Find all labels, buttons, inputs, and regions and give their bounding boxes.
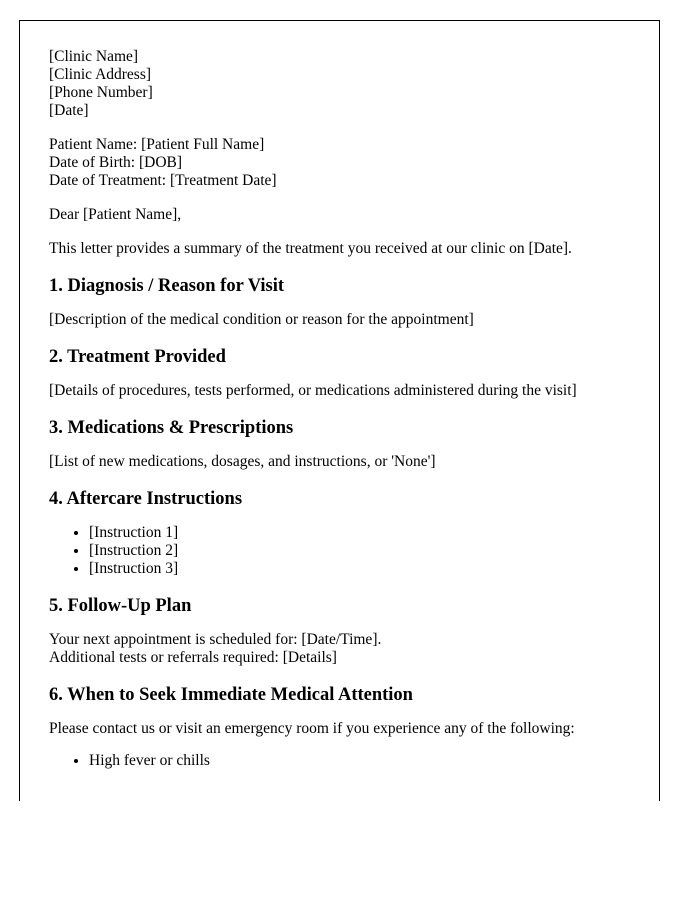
clinic-name: [Clinic Name]	[49, 48, 139, 65]
salutation-text: Dear [Patient Name],	[49, 206, 182, 223]
follow-up-referrals: Additional tests or referrals required: [Details]	[49, 649, 337, 666]
section-body-emergency	[49, 720, 649, 738]
list-item: • [Instruction 1]	[89, 524, 649, 542]
section-heading-follow-up: 5. Follow-Up Plan	[49, 596, 192, 616]
salutation	[49, 206, 649, 224]
patient-dob: Date of Birth: [DOB]	[49, 154, 183, 171]
letter-page	[19, 20, 660, 801]
list-item: • [Instruction 2]	[89, 542, 649, 560]
medications-text: [List of new medications, dosages, and instructions, or 'None']	[49, 453, 436, 470]
clinic-address: [Clinic Address]	[49, 66, 152, 83]
follow-up-appointment: Your next appointment is scheduled for: [Date/Time].	[49, 631, 382, 648]
section-heading-treatment: 2. Treatment Provided	[49, 347, 226, 367]
diagnosis-text: [Description of the medical condition or reason for the appointment]	[49, 311, 474, 328]
intro-text: This letter provides a summary of the treatment you received at our clinic on [Date].	[49, 240, 572, 257]
clinic-header	[49, 48, 649, 120]
aftercare-list	[49, 524, 649, 578]
clinic-phone: [Phone Number]	[49, 84, 153, 101]
list-item: • High fever or chills	[89, 752, 649, 770]
letter-date: [Date]	[49, 102, 89, 119]
section-heading-diagnosis: 1. Diagnosis / Reason for Visit	[49, 276, 285, 296]
treatment-text: [Details of procedures, tests performed, or medications administered during the visit]	[49, 382, 577, 399]
emergency-text: Please contact us or visit an emergency room if you experience any of the following:	[49, 720, 575, 737]
section-body-treatment	[49, 382, 649, 400]
section-body-medications	[49, 453, 649, 471]
patient-name: Patient Name: [Patient Full Name]	[49, 136, 265, 153]
letter-content	[49, 48, 649, 770]
intro-paragraph	[49, 240, 649, 258]
patient-info	[49, 136, 649, 190]
section-body-follow-up	[49, 631, 649, 667]
emergency-list	[49, 752, 649, 770]
section-heading-aftercare: 4. Aftercare Instructions	[49, 489, 243, 509]
list-item: • [Instruction 3]	[89, 560, 649, 578]
section-heading-medications: 3. Medications & Prescriptions	[49, 418, 294, 438]
patient-treatment-date: Date of Treatment: [Treatment Date]	[49, 172, 277, 189]
section-heading-emergency: 6. When to Seek Immediate Medical Attention	[49, 685, 413, 705]
section-body-diagnosis	[49, 311, 649, 329]
